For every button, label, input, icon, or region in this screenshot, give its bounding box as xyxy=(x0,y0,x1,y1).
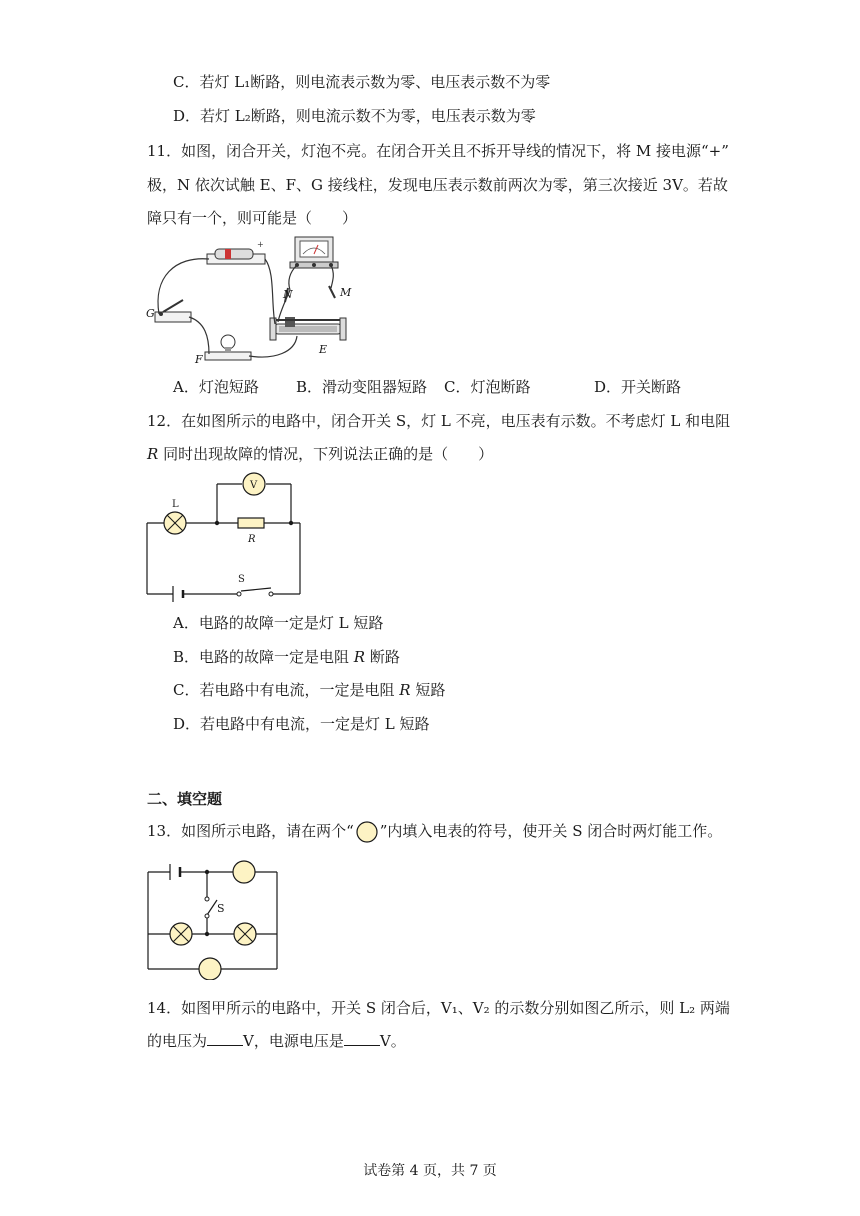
q11-option-b: B．滑动变阻器短路 xyxy=(296,378,428,396)
blank-meter-circle-icon xyxy=(354,821,380,843)
voltmeter-icon xyxy=(290,237,338,268)
svg-text:+: + xyxy=(257,240,264,249)
q12-option-a: A．电路的故障一定是灯 L 短路 xyxy=(173,614,384,632)
answer-blank-l2-voltage[interactable] xyxy=(207,1030,243,1046)
q13-stem: 13．如图所示电路，请在两个“ ”内填入电表的符号，使开关 S 闭合时两灯能工作。 xyxy=(147,821,722,843)
battery-icon xyxy=(173,586,183,602)
lamp-icon xyxy=(205,335,251,360)
terminal-g-label: G xyxy=(146,307,155,320)
q13-circuit-figure xyxy=(140,855,285,980)
q12-stem-line1: 12．在如图所示的电路中，闭合开关 S，灯 L 不亮，电压表有示数。不考虑灯 L 和电阻 xyxy=(147,412,731,430)
section-title: 二、填空题 xyxy=(147,790,223,808)
switch-icon xyxy=(155,300,191,322)
answer-blank-source-voltage[interactable] xyxy=(344,1030,380,1046)
q11-option-a: A．灯泡短路 xyxy=(173,378,259,396)
resistor-icon xyxy=(238,518,264,528)
q14-stem-line1: 14．如图甲所示的电路中，开关 S 闭合后，V₁、V₂ 的示数分别如图乙所示，则 L₂ 两端 xyxy=(147,999,730,1017)
probe-n-label: N xyxy=(283,288,293,301)
q12-option-d: D．若电路中有电流，一定是灯 L 短路 xyxy=(173,715,430,733)
meter-slot-top-icon xyxy=(233,861,255,883)
battery-icon xyxy=(207,240,265,264)
lamp-right-icon xyxy=(234,923,256,945)
switch-icon xyxy=(205,897,209,918)
switch-label: S xyxy=(238,574,245,585)
q11-stem-line3: 障只有一个，则可能是（ ） xyxy=(147,209,358,227)
switch-label: S xyxy=(217,902,225,915)
voltmeter-icon xyxy=(243,473,265,495)
resistor-label: R xyxy=(248,534,256,545)
q12-option-b: B．电路的故障一定是电阻 R 断路 xyxy=(173,648,400,666)
lamp-left-icon xyxy=(170,923,192,945)
q11-option-d: D．开关断路 xyxy=(594,378,682,396)
q12-stem-line2: R 同时出现故障的情况，下列说法正确的是（ ） xyxy=(147,445,494,463)
q11-circuit-figure xyxy=(145,232,370,372)
q10-option-c: C．若灯 L₁断路，则电流表示数为零、电压表示数不为零 xyxy=(173,73,551,91)
page-footer: 试卷第 4 页，共 7 页 xyxy=(363,1163,497,1179)
lamp-l-icon xyxy=(164,512,186,534)
q11-stem-line2: 极，N 依次试触 E、F、G 接线柱，发现电压表示数前两次为零，第三次接近 3V。若故 xyxy=(147,176,728,194)
q11-stem-line1: 11．如图，闭合开关，灯泡不亮。在闭合开关且不拆开导线的情况下，将 M 接电源“+” xyxy=(147,142,729,160)
q10-option-d: D．若灯 L₂断路，则电流示数不为零，电压表示数为零 xyxy=(173,107,536,125)
q14-stem-line2: 的电压为 V，电源电压是 V。 xyxy=(147,1032,406,1050)
q12-option-c: C．若电路中有电流，一定是电阻 R 短路 xyxy=(173,681,446,699)
meter-slot-bottom-icon xyxy=(199,958,221,980)
rheostat-icon xyxy=(270,317,346,340)
terminal-f-label: F xyxy=(195,353,203,366)
battery-icon xyxy=(170,864,180,880)
terminal-e-label: E xyxy=(319,343,328,356)
voltmeter-label: V xyxy=(250,480,258,491)
probe-m-label: M xyxy=(340,286,352,299)
lamp-l-label: L xyxy=(172,499,179,510)
q11-option-c: C．灯泡断路 xyxy=(444,378,531,396)
switch-icon xyxy=(237,592,273,596)
q12-circuit-figure xyxy=(140,470,310,605)
